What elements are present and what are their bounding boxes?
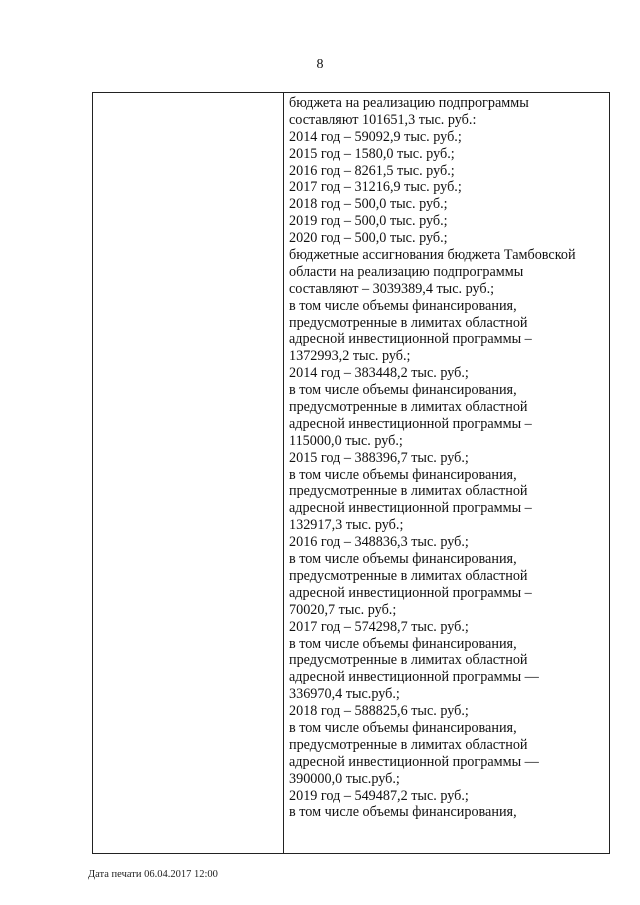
page-number: 8 [316, 57, 324, 72]
text-line: 2015 год – 388396,7 тыс. руб.; [289, 449, 469, 466]
text-line: предусмотренные в лимитах областной [289, 567, 528, 584]
text-line: адресной инвестиционной программы – [289, 415, 532, 432]
text-line: 2017 год – 574298,7 тыс. руб.; [289, 618, 469, 635]
text-line: 2019 год – 549487,2 тыс. руб.; [289, 787, 469, 804]
text-line: в том числе объемы финансирования, [289, 551, 517, 568]
text-line: адресной инвестиционной программы – [289, 500, 532, 517]
text-line: 2016 год – 8261,5 тыс. руб.; [289, 162, 455, 179]
text-line: адресной инвестиционной программы — [289, 669, 539, 686]
text-line: предусмотренные в лимитах областной [289, 736, 528, 753]
text-line: 2014 год – 383448,2 тыс. руб.; [289, 365, 469, 382]
text-line: 2018 год – 588825,6 тыс. руб.; [289, 703, 469, 720]
text-line: в том числе объемы финансирования, [289, 466, 517, 483]
text-line: 2018 год – 500,0 тыс. руб.; [289, 196, 448, 213]
text-line: в том числе объемы финансирования, [289, 382, 517, 399]
text-line: адресной инвестиционной программы – [289, 331, 532, 348]
text-line: 2014 год – 59092,9 тыс. руб.; [289, 128, 462, 145]
financing-table [92, 92, 610, 854]
text-line: адресной инвестиционной программы – [289, 584, 532, 601]
table-right-cell [289, 95, 609, 821]
text-line: 2016 год – 348836,3 тыс. руб.; [289, 534, 469, 551]
text-line: адресной инвестиционной программы — [289, 753, 539, 770]
text-line: 336970,4 тыс.руб.; [289, 686, 400, 703]
text-line: области на реализацию подпрограммы [289, 263, 524, 280]
text-line: предусмотренные в лимитах областной [289, 483, 528, 500]
print-date: Дата печати 06.04.2017 12:00 [88, 869, 218, 880]
text-line: 2015 год – 1580,0 тыс. руб.; [289, 145, 455, 162]
text-line: 70020,7 тыс. руб.; [289, 601, 397, 618]
text-line: составляют – 3039389,4 тыс. руб.; [289, 280, 495, 297]
text-line: предусмотренные в лимитах областной [289, 399, 528, 416]
text-line: 390000,0 тыс.руб.; [289, 770, 400, 787]
text-line: 1372993,2 тыс. руб.; [289, 348, 411, 365]
text-line: 2019 год – 500,0 тыс. руб.; [289, 213, 448, 230]
text-line: в том числе объемы финансирования, [289, 297, 517, 314]
text-line: 2017 год – 31216,9 тыс. руб.; [289, 179, 462, 196]
text-line: предусмотренные в лимитах областной [289, 652, 528, 669]
text-line: 132917,3 тыс. руб.; [289, 517, 404, 534]
table-left-cell [93, 93, 284, 853]
text-line: в том числе объемы финансирования, [289, 804, 517, 821]
text-line: составляют 101651,3 тыс. руб.: [289, 111, 477, 128]
text-line: в том числе объемы финансирования, [289, 719, 517, 736]
text-line: 115000,0 тыс. руб.; [289, 432, 403, 449]
text-line: в том числе объемы финансирования, [289, 635, 517, 652]
text-line: предусмотренные в лимитах областной [289, 314, 528, 331]
text-line: 2020 год – 500,0 тыс. руб.; [289, 230, 448, 247]
text-line: бюджета на реализацию подпрограммы [289, 95, 529, 111]
text-line: бюджетные ассигнования бюджета Тамбовской [289, 247, 576, 264]
